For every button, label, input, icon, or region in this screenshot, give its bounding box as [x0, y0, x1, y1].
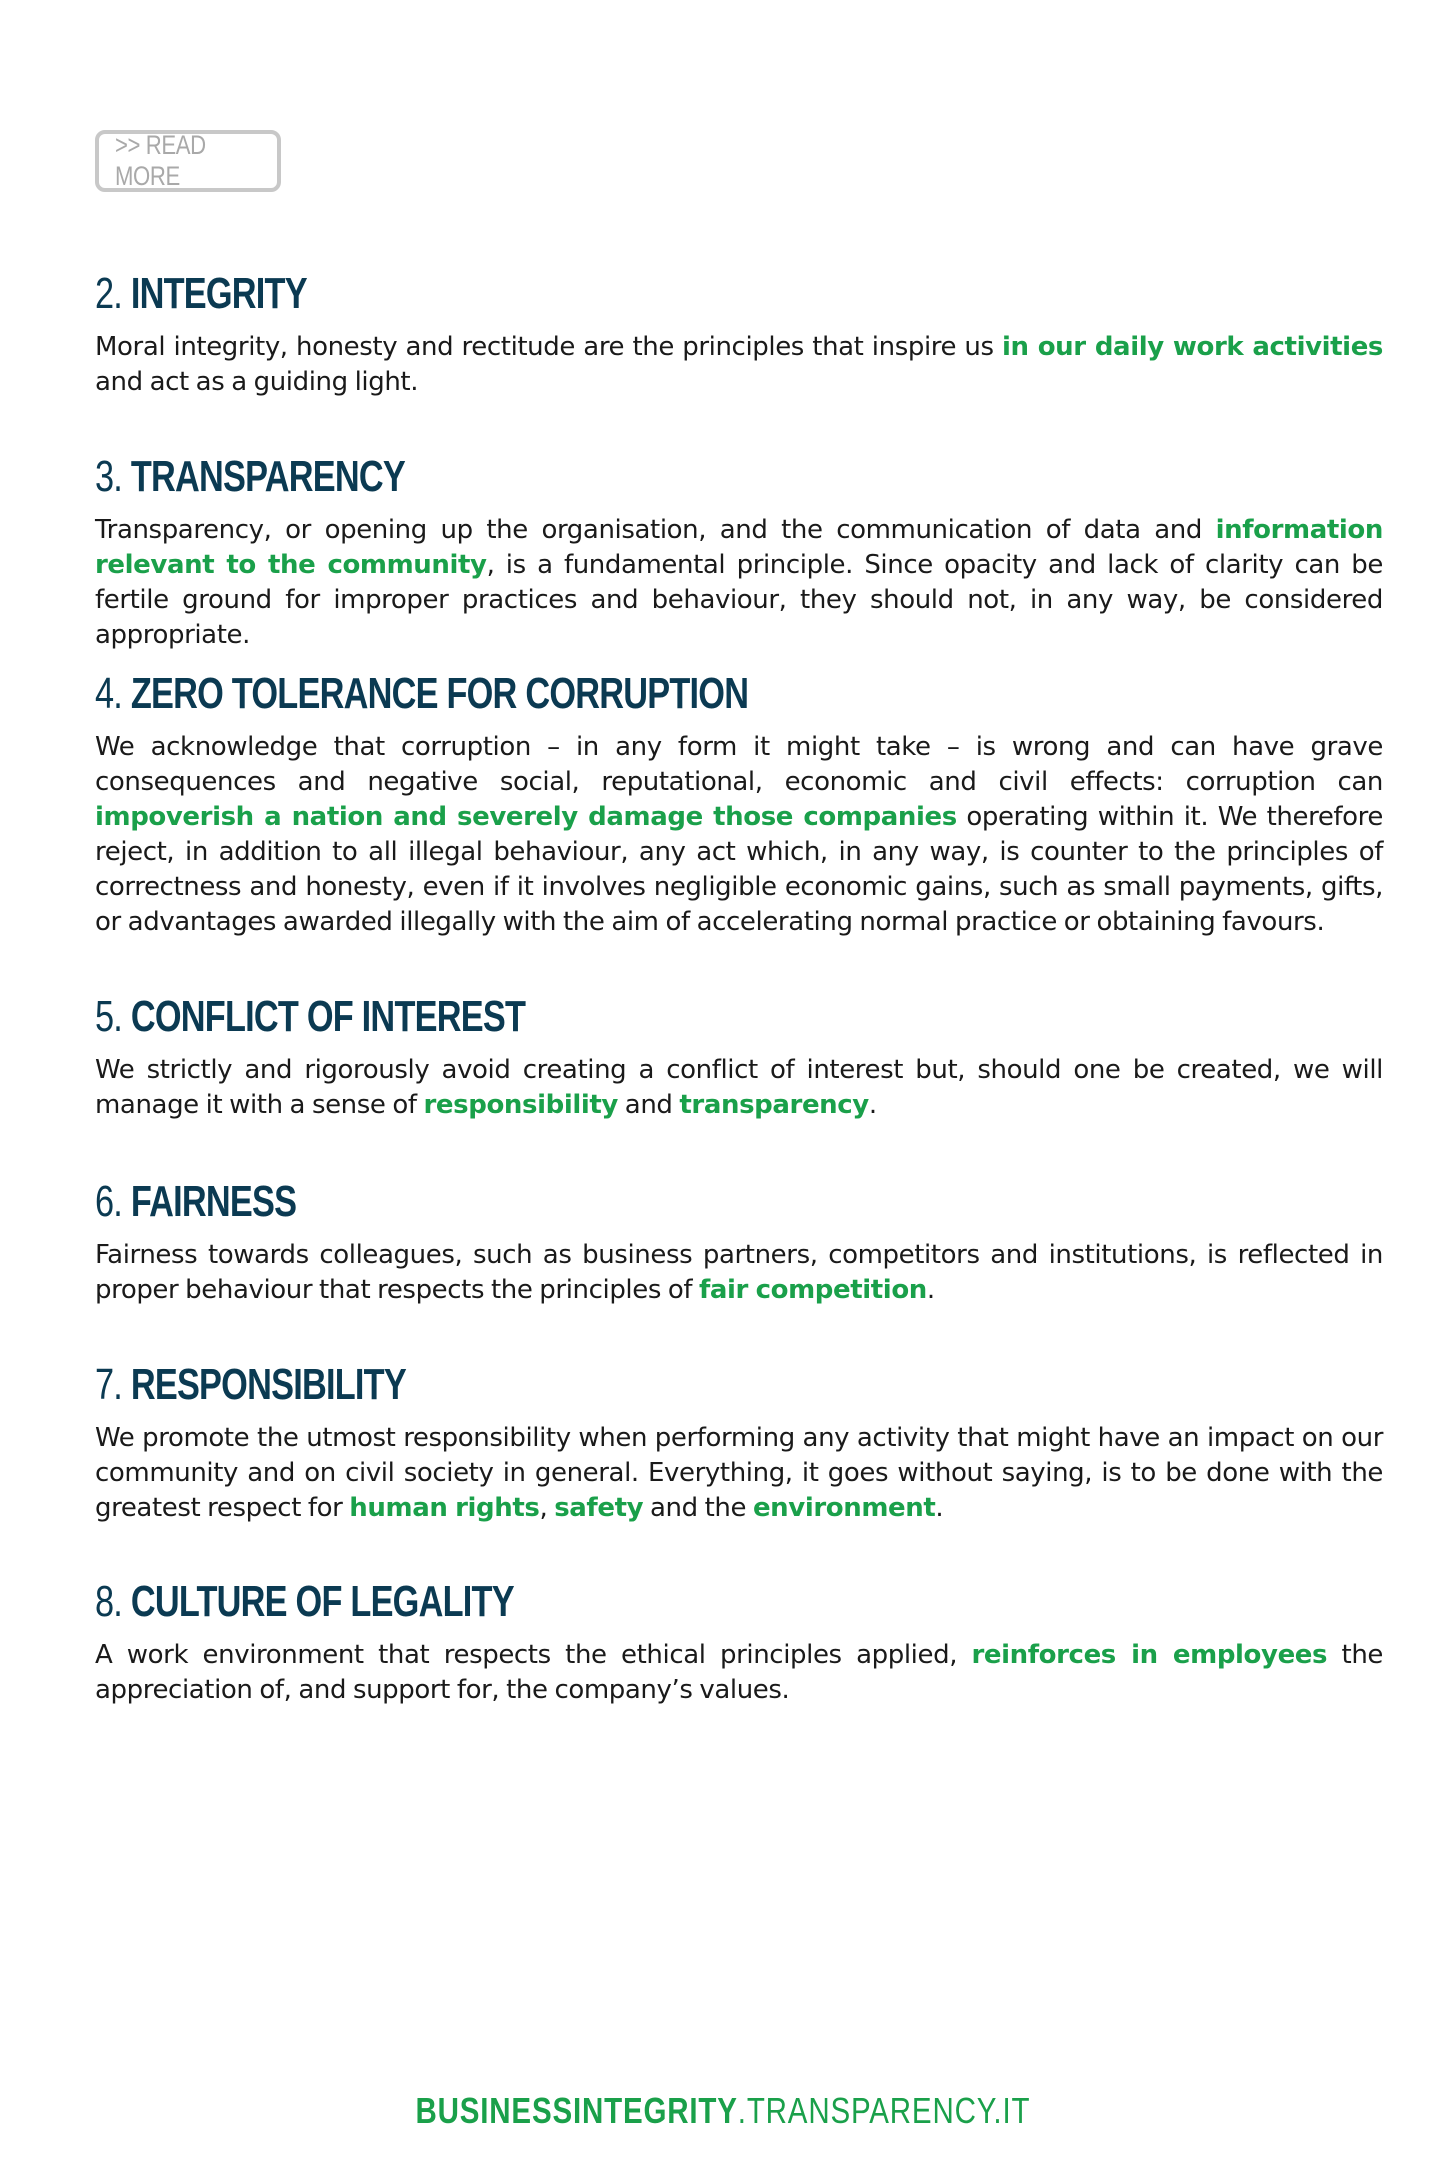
body-text: , is a fundamental principle. Since opacity and lack of clarity can be fertile ground for improper practices and behaviour, they should not, in any way, be considered appropriate.	[95, 550, 1383, 650]
section-number: 2.	[95, 269, 123, 318]
section-paragraph	[95, 1421, 1383, 1526]
read-more-label: >> READ MORE	[115, 130, 206, 191]
section-3	[95, 452, 1383, 653]
section-title: TRANSPARENCY	[130, 452, 405, 501]
section-heading	[95, 1577, 1100, 1626]
section-5	[95, 992, 1383, 1123]
highlighted-text: reinforces in employees	[971, 1640, 1328, 1670]
section-heading	[95, 669, 1100, 718]
section-4	[95, 669, 1383, 940]
highlighted-text: impoverish a nation and severely damage those companies	[95, 802, 957, 832]
section-paragraph	[95, 1053, 1383, 1123]
body-text: the appreciation of, and support for, the company’s values.	[95, 1640, 1384, 1705]
section-title: CONFLICT OF INTEREST	[130, 992, 526, 1041]
highlighted-text: safety	[554, 1493, 644, 1523]
body-text: We strictly and rigorously avoid creating a conflict of interest but, should one be created, we will manage it with a sense of	[95, 1055, 1383, 1120]
section-title: ZERO TOLERANCE FOR CORRUPTION	[130, 669, 749, 718]
section-6	[95, 1177, 1383, 1308]
highlighted-text: transparency	[679, 1090, 869, 1120]
body-text: operating within it. We therefore reject, in addition to all illegal behaviour, any act which, in any way, is counter to the principles of correctness and honesty, even if it involves negligible economic gains, such as small payments, gifts, or advantages awarded illegally with the aim of accelerating normal practice or obtaining favours.	[95, 802, 1383, 937]
section-heading	[95, 269, 1100, 318]
body-text: Fairness towards colleagues, such as business partners, competitors and institutions, is reflected in proper behaviour that respects the principles of	[95, 1240, 1383, 1305]
body-text: .	[868, 1090, 877, 1120]
section-paragraph	[95, 730, 1383, 940]
highlighted-text: responsibility	[423, 1090, 618, 1120]
section-7	[95, 1360, 1383, 1526]
footer-url-domain: BUSINESSINTEGRITY	[415, 2090, 738, 2131]
section-number: 8.	[95, 1577, 123, 1626]
section-paragraph	[95, 330, 1383, 400]
body-text: and the	[643, 1493, 753, 1523]
body-text: Moral integrity, honesty and rectitude are the principles that inspire us	[95, 332, 1002, 362]
body-text: .	[935, 1493, 944, 1523]
section-number: 7.	[95, 1360, 123, 1409]
highlighted-text: in our daily work activities	[1001, 332, 1383, 362]
section-2	[95, 269, 1383, 400]
section-heading	[95, 1177, 1100, 1226]
highlighted-text: human rights	[349, 1493, 540, 1523]
section-number: 4.	[95, 669, 123, 718]
section-title: CULTURE OF LEGALITY	[130, 1577, 514, 1626]
body-text: Transparency, or opening up the organisation, and the communication of data and	[95, 515, 1216, 545]
body-text: We acknowledge that corruption – in any form it might take – is wrong and can have grave consequences and negative social, reputational, economic and civil effects: corruption can	[95, 732, 1383, 797]
section-paragraph	[95, 1238, 1383, 1308]
section-heading	[95, 992, 1100, 1041]
body-text: A work environment that respects the ethical principles applied,	[95, 1640, 972, 1670]
footer-url-suffix: .TRANSPARENCY.IT	[737, 2090, 1031, 2131]
section-title: INTEGRITY	[130, 269, 307, 318]
section-heading	[95, 452, 1100, 501]
section-heading	[95, 1360, 1100, 1409]
body-text: ,	[539, 1493, 555, 1523]
body-text: and act as a guiding light.	[95, 367, 419, 397]
read-more-button[interactable]	[95, 130, 281, 192]
section-number: 3.	[95, 452, 123, 501]
body-text: We promote the utmost responsibility when performing any activity that might have an impact on our community and on civil society in general. Everything, it goes without saying, is to be done with the greatest respect for	[95, 1423, 1383, 1523]
section-title: FAIRNESS	[130, 1177, 297, 1226]
footer-url[interactable]	[0, 2090, 1446, 2132]
highlighted-text: information relevant to the community	[95, 515, 1383, 580]
section-number: 6.	[95, 1177, 123, 1226]
section-8	[95, 1577, 1384, 1708]
body-text: .	[926, 1275, 935, 1305]
highlighted-text: environment	[752, 1493, 936, 1523]
section-number: 5.	[95, 992, 123, 1041]
section-title: RESPONSIBILITY	[130, 1360, 406, 1409]
highlighted-text: fair competition	[698, 1275, 927, 1305]
section-paragraph	[95, 1638, 1383, 1708]
body-text: and	[617, 1090, 680, 1120]
section-paragraph	[95, 513, 1383, 653]
